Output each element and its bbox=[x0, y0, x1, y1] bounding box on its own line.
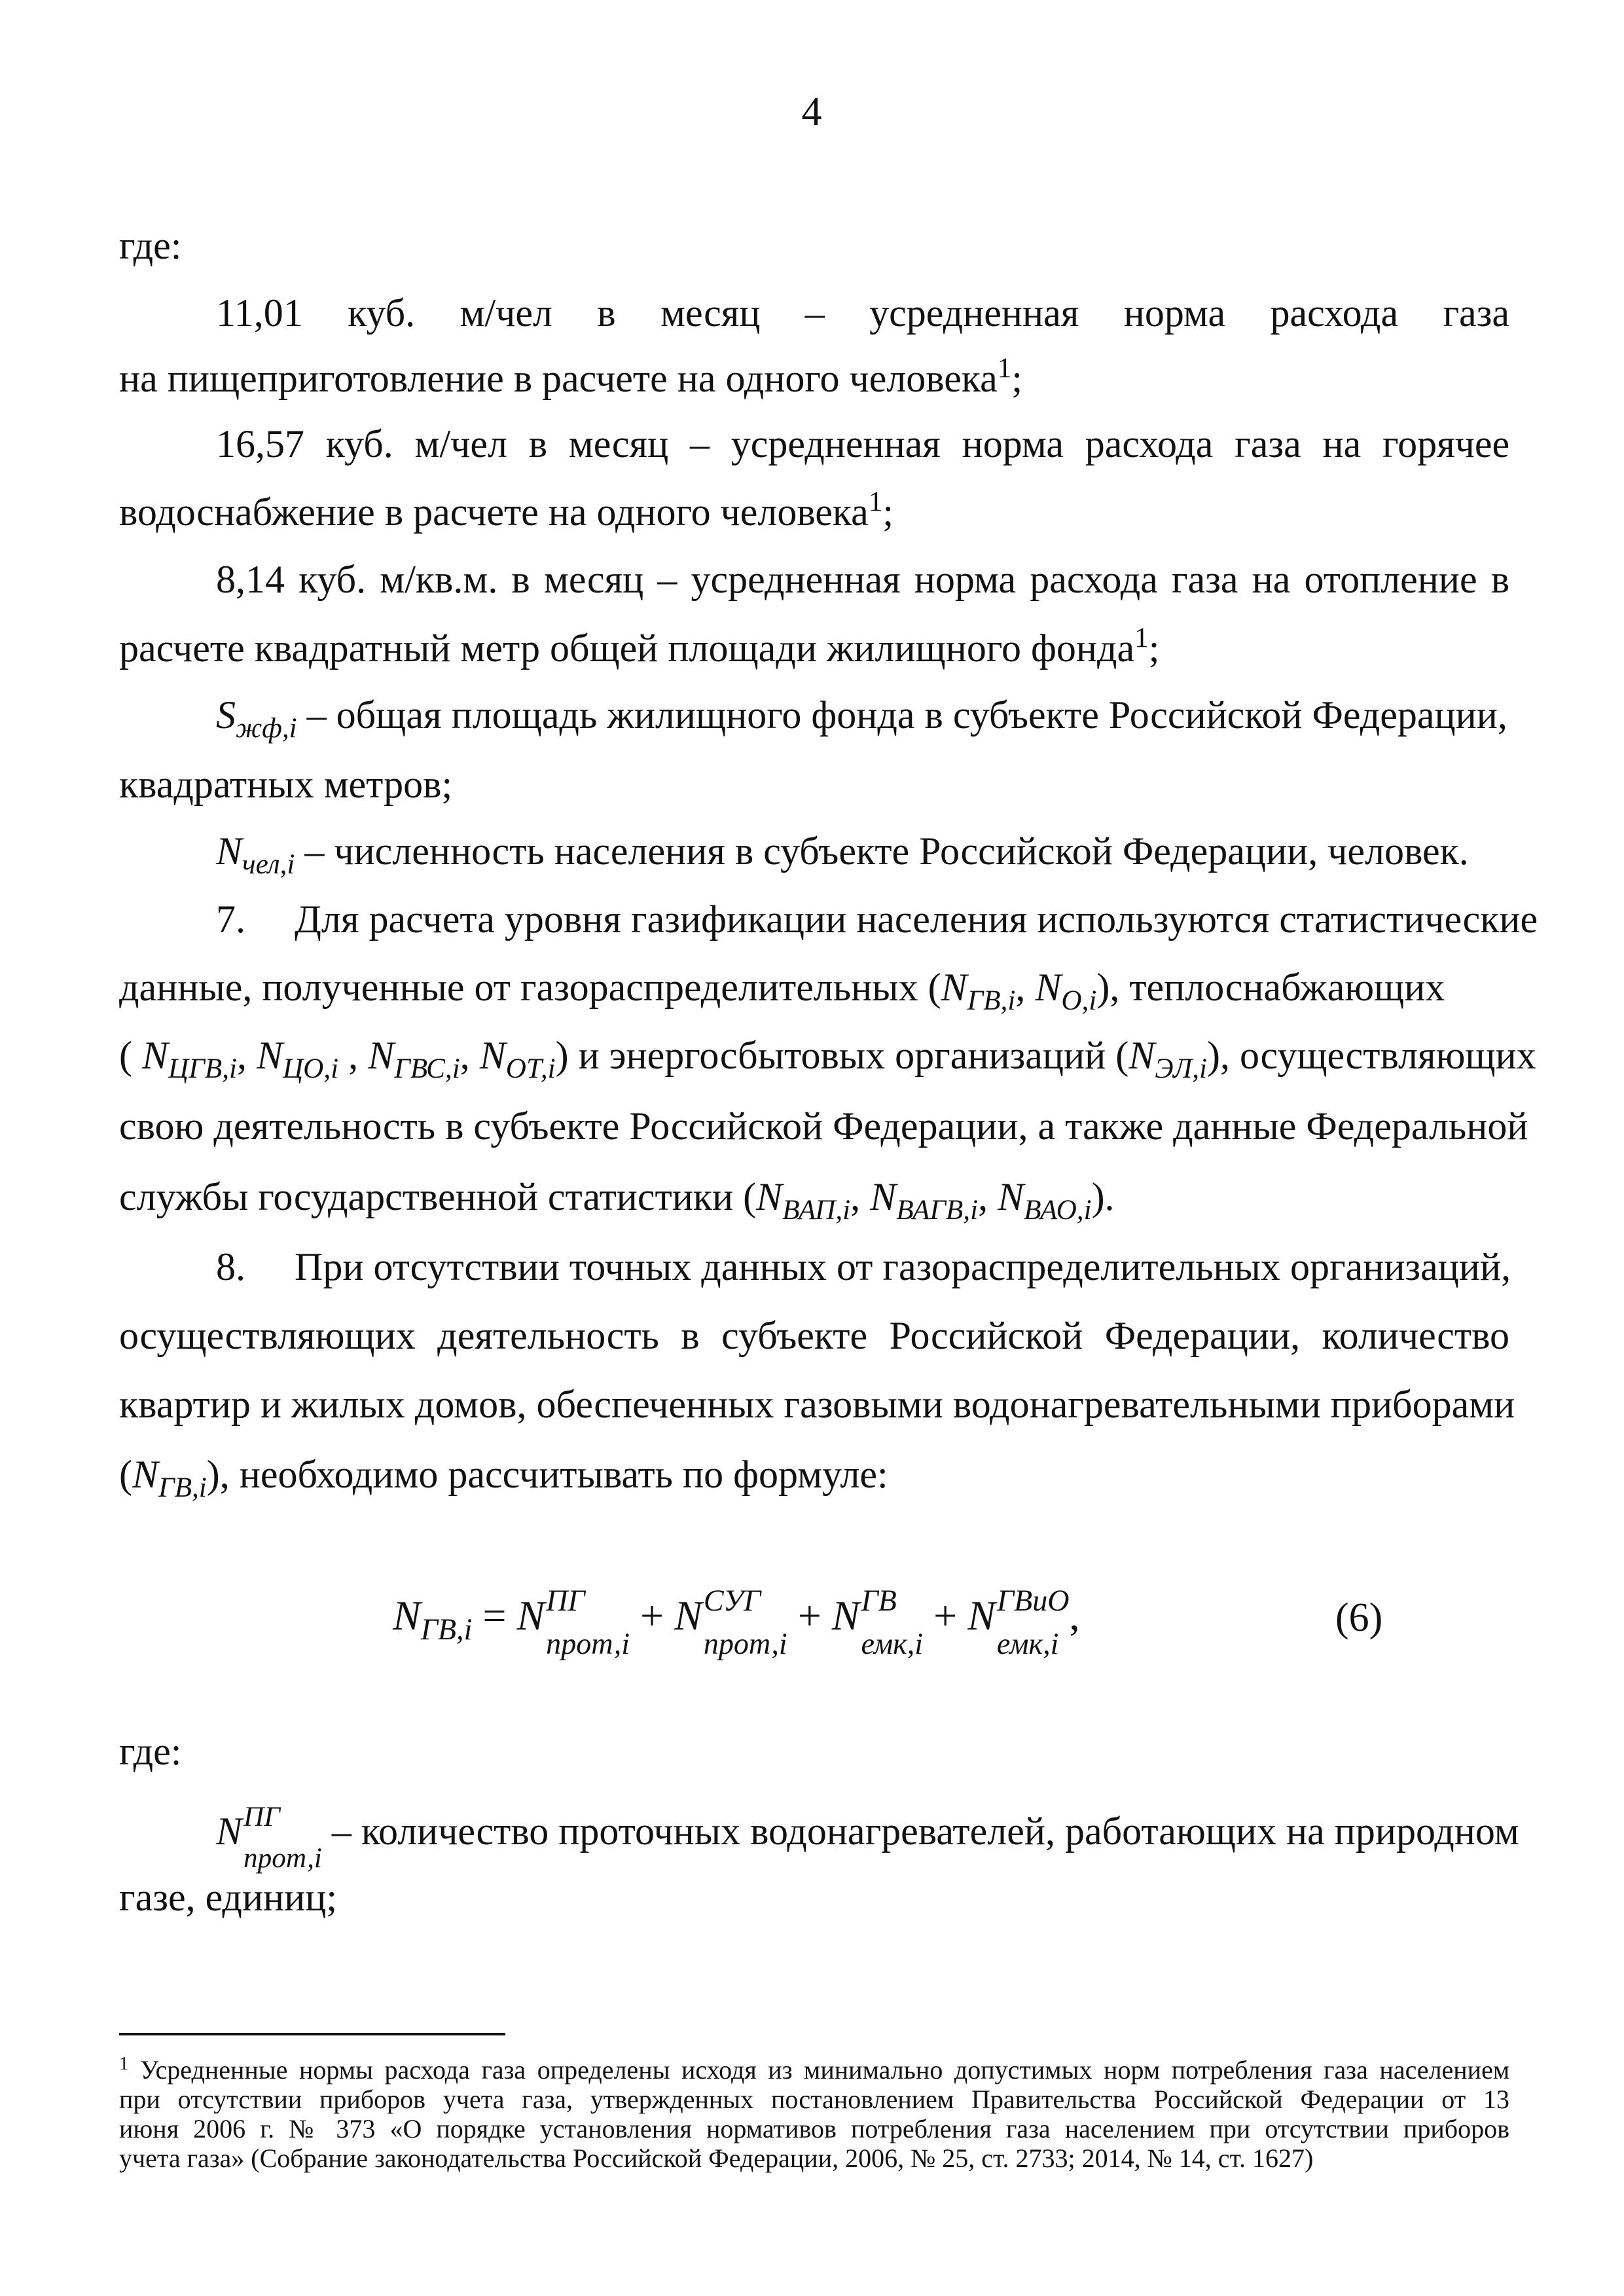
formula-term-1: ПГ прот,i bbox=[546, 1584, 630, 1661]
formula-term-3: ГВ емк,i bbox=[861, 1584, 924, 1661]
p8-line2: осуществляющих деятельность в субъекте Российской Федерации, количество bbox=[119, 1314, 1509, 1357]
p2-line2: водоснабжение в расчете на одного человека$^1$; bbox=[119, 486, 894, 534]
p7-line1: Для расчета уровня газификации населения используются статистические bbox=[295, 898, 1538, 941]
p1-line2: на пищеприготовление в расчете на одного человека$^1$; bbox=[119, 353, 1023, 400]
p7-line5: службы государственной статистики ($N_{ВАП,i}$, $N_{ВАГВ,i}$, $N_{ВАО,i}$). bbox=[119, 1175, 1115, 1226]
p7-line3: ( $N_{ЦГВ,i}$, $N_{ЦО,i}$ , $N_{ГВС,i}$, $N_{ОТ,i}$) и энергосбытовых организаций $(N_{ЭЛ,i})$, осуществляющих bbox=[119, 1034, 1536, 1084]
footnote-rule bbox=[119, 2033, 505, 2035]
p7-line4: свою деятельность в субъекте Российской Федерации, а также данные Федеральной bbox=[119, 1104, 1528, 1148]
footnote-line2: при отсутствии приборов учета газа, утвержденных постановлением Правительства Российской Федерации от 13 bbox=[119, 2085, 1509, 2114]
p9-line1: N ПГ прот,i – количество проточных водонагревателей, работающих на природном bbox=[216, 1802, 1519, 1874]
p2-line1: 16,57 куб. м/чел в месяц – усредненная норма расхода газа на горячее bbox=[216, 422, 1510, 465]
formula-number: (6) bbox=[1335, 1595, 1383, 1640]
p8-number: 8. bbox=[216, 1245, 245, 1288]
p5-line1: $N_{чел,i}$ – численность населения в субъекте Российской Федерации, человек. bbox=[216, 829, 1469, 880]
page-number: 4 bbox=[801, 90, 822, 134]
p4-line1: $S_{жф,i}$ – общая площадь жилищного фонда в субъекте Российской Федерации, bbox=[216, 693, 1507, 744]
intro-where-1: где: bbox=[119, 224, 182, 267]
p8-line1: При отсутствии точных данных от газораспределительных организаций, bbox=[295, 1245, 1511, 1288]
p9-line2: газе, единиц; bbox=[119, 1876, 338, 1919]
footnote-line1: $^1$ Усредненные нормы расхода газа определены исходя из минимально допустимых норм потребления газа населением bbox=[119, 2052, 1510, 2085]
p1-line1: 11,01 куб. м/чел в месяц – усредненная норма расхода газа bbox=[216, 291, 1510, 335]
formula-term-2: СУГ прот,i bbox=[703, 1584, 787, 1661]
p7-line2: данные, полученные от газораспределительных ($N_{ГВ,i}$, $N_{О,i}$), теплоснабжающих bbox=[119, 966, 1445, 1016]
footnote-line4: учета газа» (Собрание законодательства Российской Федерации, 2006, № 25, ст. 2733; 2014, № 14, ст. 1627) bbox=[119, 2143, 1314, 2173]
formula-term-4: ГВиО емк,i bbox=[996, 1584, 1070, 1661]
footnote-line3: июня 2006 г. № 373 «О порядке установления нормативов потребления газа населением при отсутствии приборов bbox=[119, 2114, 1510, 2143]
p3-line1: 8,14 куб. м/кв.м. в месяц – усредненная норма расхода газа на отопление в bbox=[216, 558, 1510, 601]
formula-lhs: N bbox=[393, 1592, 421, 1639]
formula-equals: = bbox=[482, 1592, 507, 1639]
formula-6: $N_{ГВ,i} = N$ ПГ прот,i + N СУГ прот,i + N ГВ емк,i + N ГВиО емк,i , bbox=[393, 1584, 1080, 1661]
intro-where-2: где: bbox=[119, 1730, 182, 1773]
p9-symbol-indices: ПГ прот,i bbox=[244, 1802, 322, 1874]
p7-number: 7. bbox=[216, 898, 245, 941]
p4-line2: квадратных метров; bbox=[119, 763, 453, 806]
p8-line4: $(N_{ГВ,i})$, необходимо рассчитывать по формуле: bbox=[119, 1453, 888, 1503]
p3-line2: расчете квадратный метр общей площади жилищного фонда$^1$; bbox=[119, 623, 1160, 670]
p8-line3: квартир и жилых домов, обеспеченных газовыми водонагревательными приборами bbox=[119, 1383, 1515, 1426]
